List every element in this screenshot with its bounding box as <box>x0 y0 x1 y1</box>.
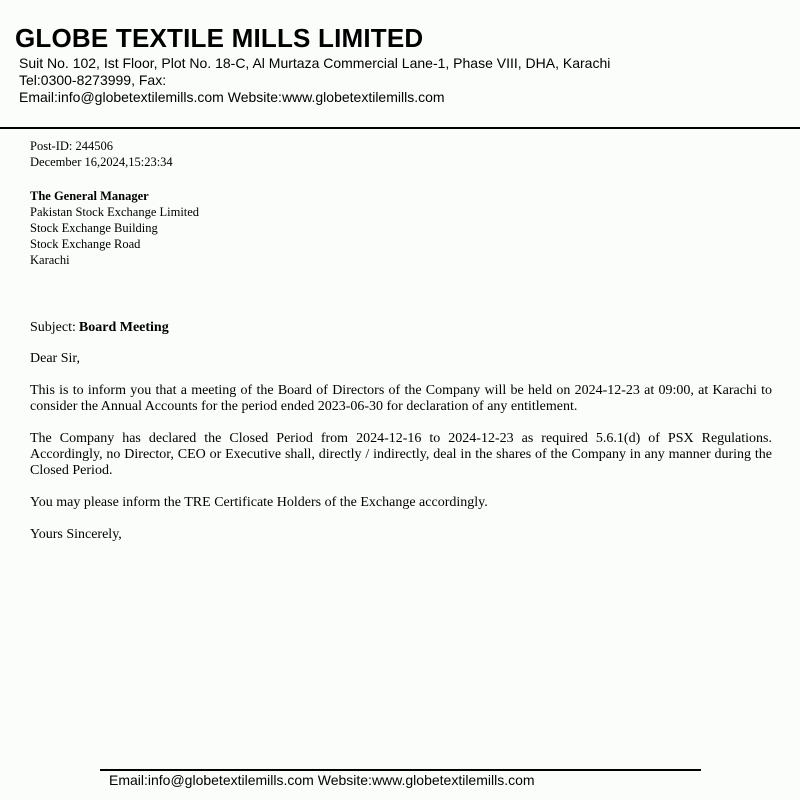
recipient-line: Stock Exchange Building <box>30 221 158 235</box>
header-divider <box>0 127 800 129</box>
body-paragraph-1: This is to inform you that a meeting of the Board of Directors of the Company will be held on 2024-12-23 at 09:00, at Karachi to consider the Annual Accounts for the period ended 2023-06-30 for declaration of any entitlement. <box>30 383 772 414</box>
company-name: GLOBE TEXTILE MILLS LIMITED <box>15 23 424 53</box>
post-id: Post-ID: 244506 <box>30 139 113 153</box>
post-datetime: December 16,2024,15:23:34 <box>30 155 173 169</box>
recipient-line: Pakistan Stock Exchange Limited <box>30 205 200 219</box>
footer-email-website: Email:info@globetextilemills.com Website:www.globetextilemills.com <box>109 772 535 788</box>
body-paragraph-3: You may please inform the TRE Certificate Holders of the Exchange accordingly. <box>30 495 488 510</box>
company-phone-fax: Tel:0300-8273999, Fax: <box>19 72 167 88</box>
subject-label: Subject: <box>30 320 76 335</box>
company-email-website: Email:info@globetextilemills.com Website:www.globetextilemills.com <box>19 89 445 105</box>
recipient-block <box>30 188 199 268</box>
salutation: Dear Sir, <box>30 351 80 366</box>
recipient-title: The General Manager <box>30 189 149 203</box>
company-address: Suit No. 102, Ist Floor, Plot No. 18-C, Al Murtaza Commercial Lane-1, Phase VIII, DHA, Karachi <box>19 55 611 71</box>
body-paragraph-2: The Company has declared the Closed Period from 2024-12-16 to 2024-12-23 as required 5.6.1(d) of PSX Regulations. Accordingly, no Director, CEO or Executive shall, directly / indirectly, deal in the shares of the Company in any manner during the Closed Period. <box>30 431 772 478</box>
post-meta <box>30 138 173 170</box>
footer-divider <box>100 769 701 771</box>
recipient-line: Stock Exchange Road <box>30 237 141 251</box>
subject-line <box>30 319 169 336</box>
recipient-line: Karachi <box>30 253 70 267</box>
subject-value: Board Meeting <box>78 320 169 335</box>
closing: Yours Sincerely, <box>30 527 122 542</box>
